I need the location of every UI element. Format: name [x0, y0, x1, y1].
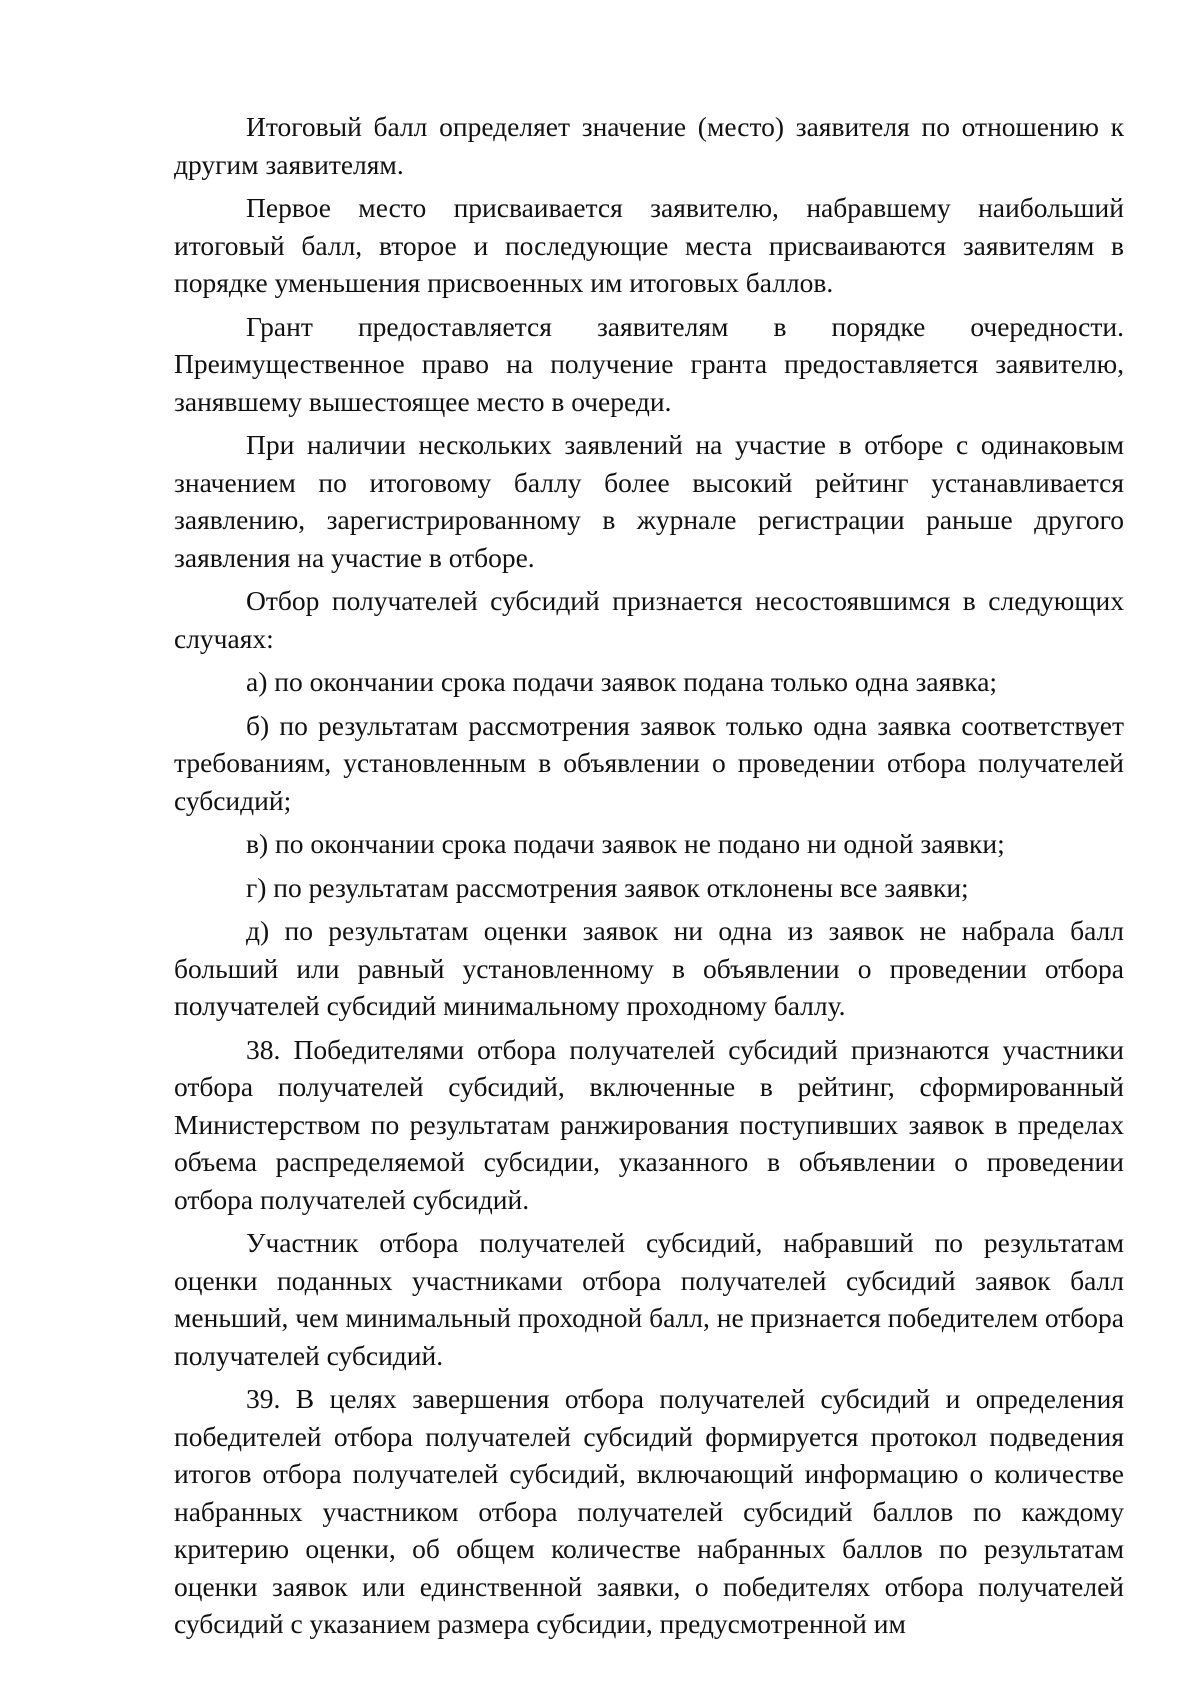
list-item-b: б) по результатам рассмотрения заявок только одна заявка соответствует требованиям, установленным в объявлении о проведении отбора получателей субсидий;	[174, 709, 1124, 816]
paragraph-equal-scores: При наличии нескольких заявлений на участие в отборе с одинаковым значением по итоговому баллу более высокий рейтинг устанавливается заявлению, зарегистрированному в журнале регистрации раньше другого заявления на участие в отборе.	[174, 429, 1124, 573]
paragraph-participant-not-winner: Участник отбора получателей субсидий, набравший по результатам оценки поданных участниками отбора получателей субсидий заявок балл меньший, чем минимальный проходной балл, не признается победителем отбора получателей субсидий.	[174, 1227, 1124, 1371]
list-item-g: г) по результатам рассмотрения заявок отклонены все заявки;	[246, 871, 969, 903]
list-item-d: д) по результатам оценки заявок ни одна из заявок не набрала балл больший или равный установленному в объявлении о проведении отбора получателей субсидий минимальному проходному баллу.	[174, 915, 1124, 1021]
list-item-v: в) по окончании срока подачи заявок не подано ни одной заявки;	[246, 828, 1005, 859]
paragraph-selection-failed: Отбор получателей субсидий признается несостоявшимся в следующих случаях:	[174, 585, 1124, 654]
document-page	[174, 108, 1124, 1643]
paragraph-38-winners: 38. Победителями отбора получателей субсидий признаются участники отбора получателей субсидий, включенные в рейтинг, сформированный Министерством по результатам ранжирования поступивших заявок в пределах объема распределяемой субсидии, указанного в объявлении о проведении отбора получателей субсидий.	[174, 1033, 1124, 1215]
paragraph-39-protocol: 39. В целях завершения отбора получателей субсидий и определения победителей отбора получателей субсидий формируется протокол подведения итогов отбора получателей субсидий, включающий информацию о количестве набранных участником отбора получателей субсидий баллов по каждому критерию оценки, об общем количестве набранных баллов по результатам оценки заявок или единственной заявки, о победителях отбора получателей субсидий с указанием размера субсидии, предусмотренной им	[174, 1383, 1124, 1639]
paragraph-final-score: Итоговый балл определяет значение (место) заявителя по отношению к другим заявителям.	[174, 111, 1124, 180]
paragraph-first-place: Первое место присваивается заявителю, набравшему наибольший итоговый балл, второе и последующие места присваиваются заявителям в порядке уменьшения присвоенных им итоговых баллов.	[174, 192, 1124, 298]
paragraph-grant-order: Грант предоставляется заявителям в порядке очередности. Преимущественное право на получение гранта предоставляется заявителю, занявшему вышестоящее место в очереди.	[174, 310, 1124, 417]
list-item-a: а) по окончании срока подачи заявок подана только одна заявка;	[246, 666, 998, 697]
